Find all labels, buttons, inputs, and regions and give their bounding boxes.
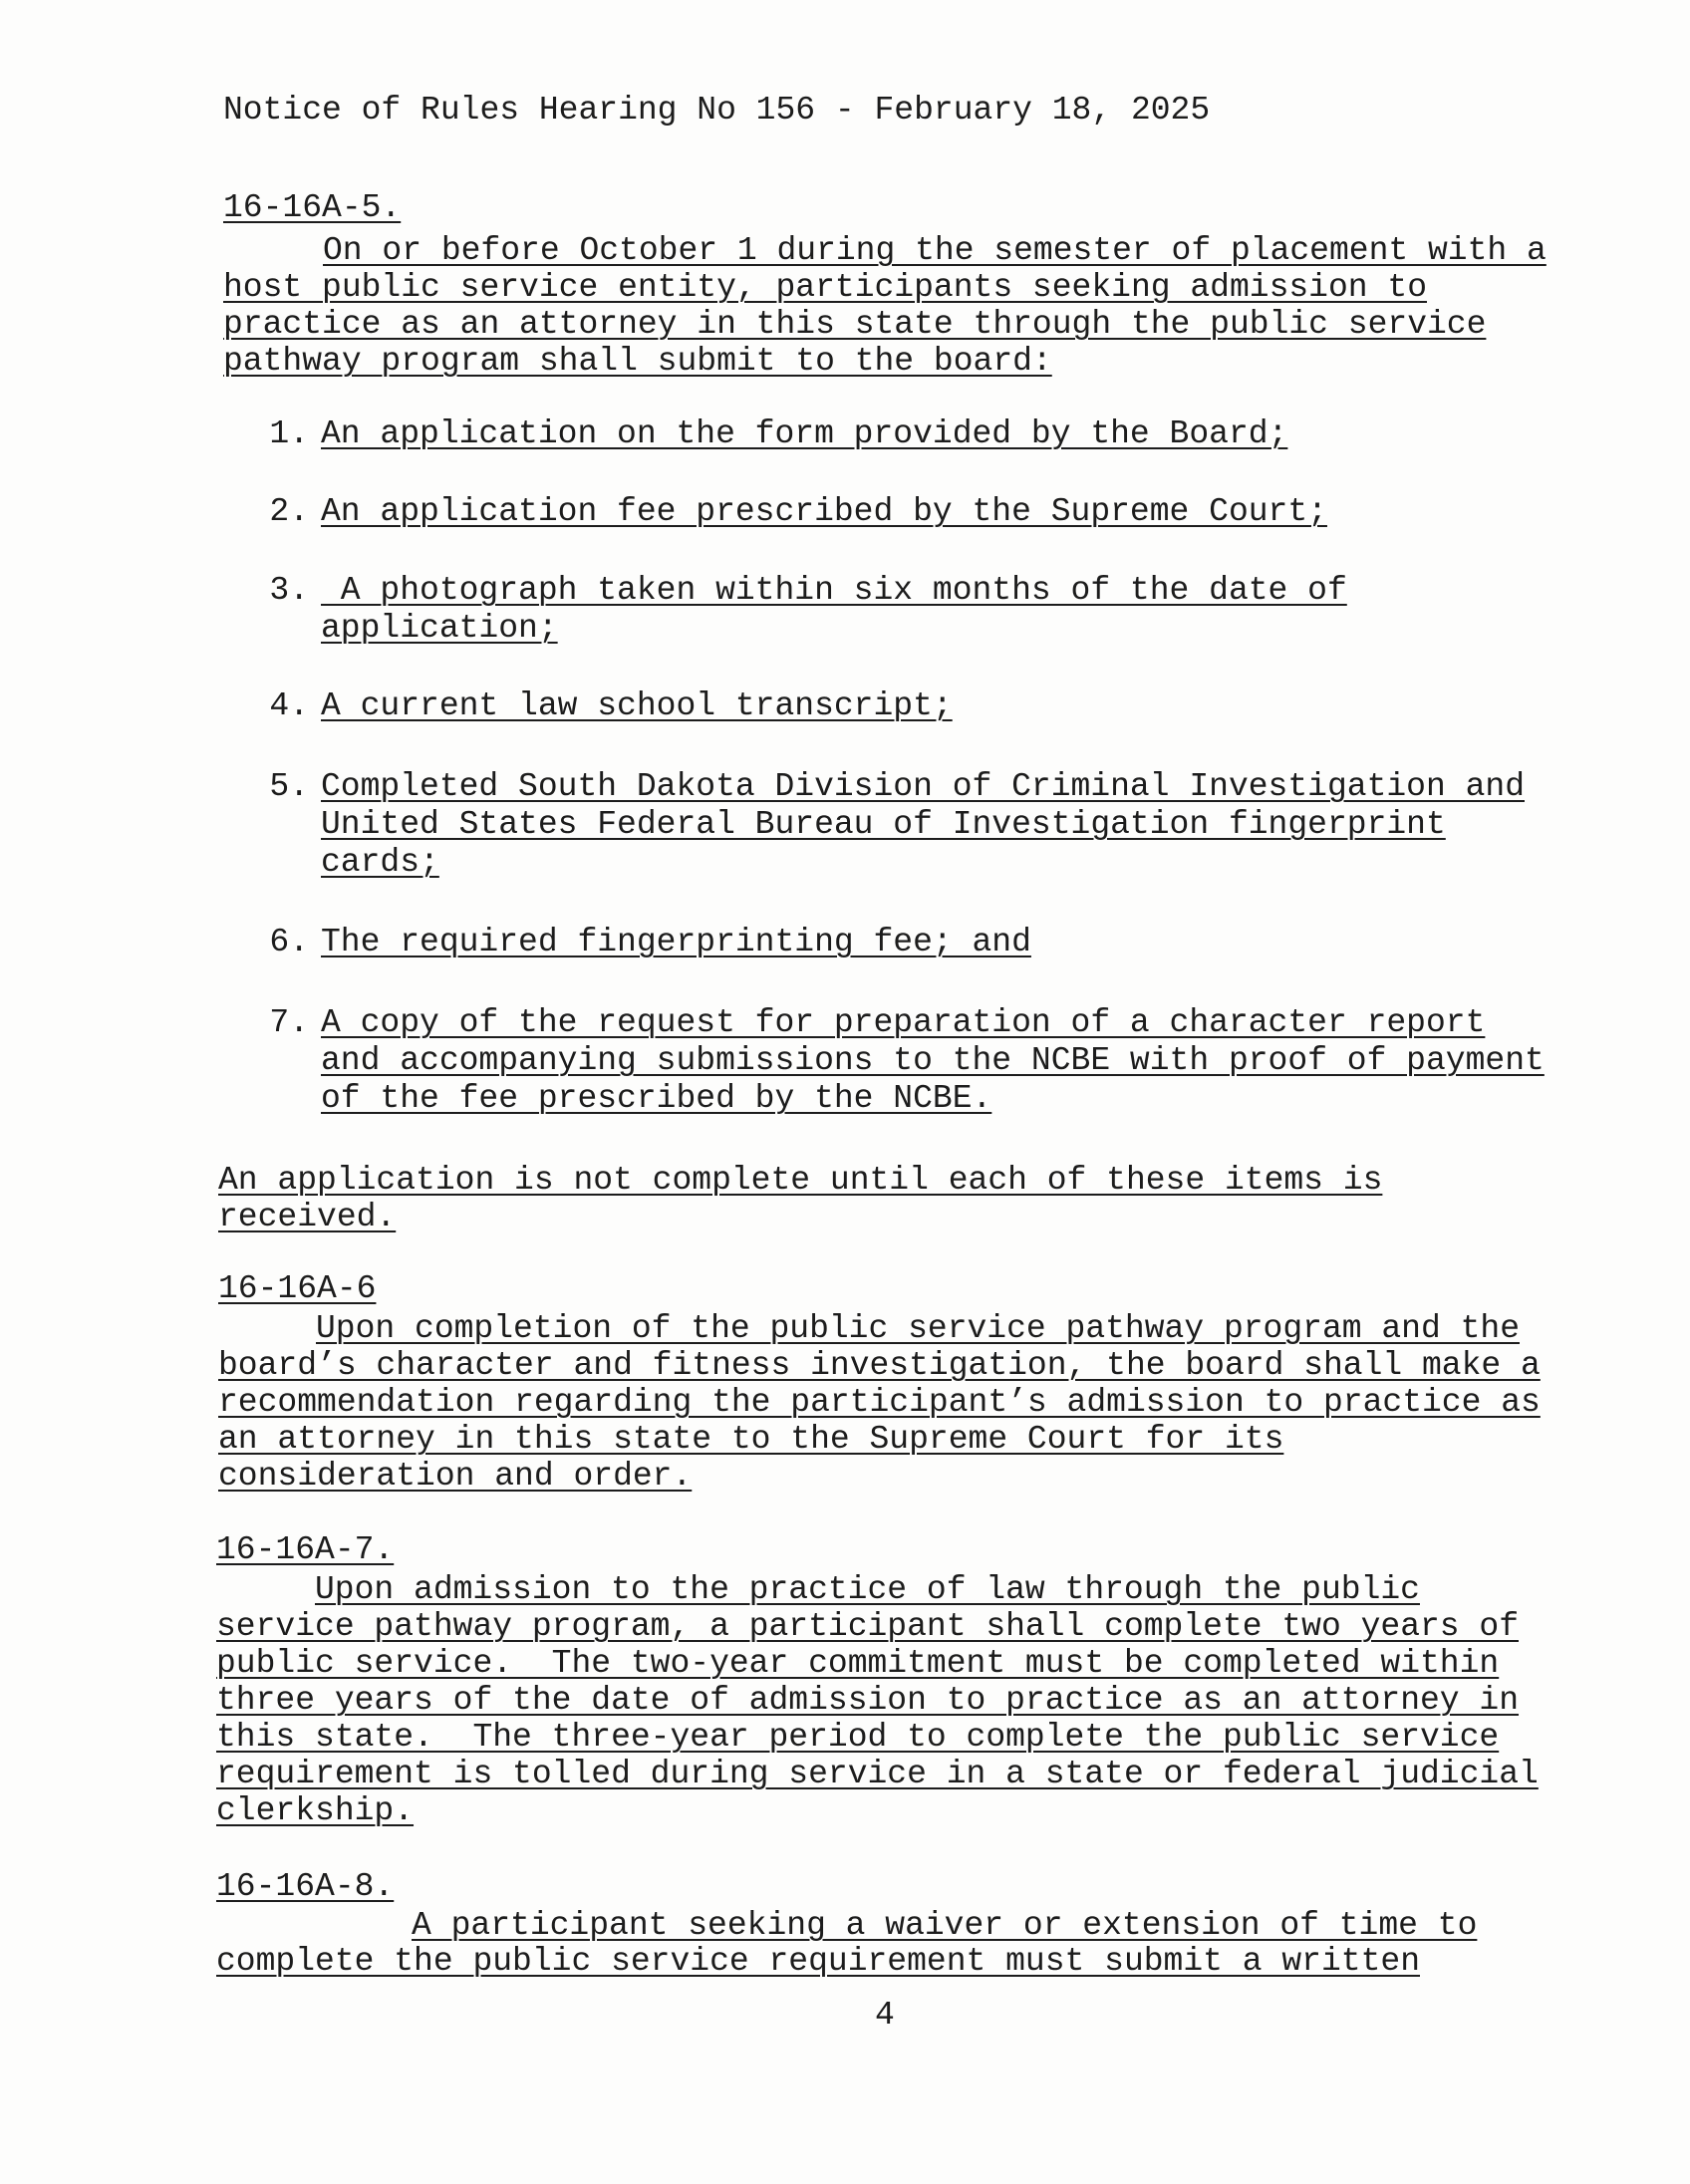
paragraph-line: clerkship. bbox=[216, 1792, 415, 1829]
list-item-text bbox=[321, 768, 1525, 882]
list-item-line: A copy of the request for preparation of a character report bbox=[321, 1004, 1486, 1041]
rule-label-16-16A-7: 16-16A-7. bbox=[216, 1531, 395, 1568]
rule-label-16-16A-5: 16-16A-5. bbox=[223, 189, 402, 226]
list-item-line: United States Federal Bureau of Investigation fingerprint bbox=[321, 806, 1446, 843]
list-number: 4. bbox=[269, 687, 309, 724]
list-item-text bbox=[321, 572, 1347, 648]
rule-16-16A-7-paragraph bbox=[216, 1571, 1539, 1829]
list-item-text bbox=[321, 924, 1031, 961]
paragraph-line: recommendation regarding the participant’s admission to practice as bbox=[218, 1384, 1541, 1421]
list-item-line: An application on the form provided by the Board; bbox=[321, 415, 1288, 452]
list-item-line: The required fingerprinting fee; and bbox=[321, 924, 1031, 960]
list-item-line: cards; bbox=[321, 844, 439, 881]
paragraph-line: Upon admission to the practice of law through the public bbox=[315, 1571, 1420, 1608]
paragraph-line: three years of the date of admission to practice as an attorney in bbox=[216, 1682, 1520, 1719]
paragraph-line: On or before October 1 during the semester of placement with a bbox=[323, 232, 1547, 269]
list-item-text bbox=[321, 1004, 1545, 1118]
page-header: Notice of Rules Hearing No 156 - February 18, 2025 bbox=[223, 92, 1211, 129]
paragraph-line: consideration and order. bbox=[218, 1458, 693, 1495]
list-item-line: of the fee prescribed by the NCBE. bbox=[321, 1080, 992, 1117]
rule-label-16-16A-6: 16-16A-6 bbox=[218, 1270, 377, 1307]
paragraph-line: service pathway program, a participant shall complete two years of bbox=[216, 1608, 1520, 1645]
list-number: 2. bbox=[269, 493, 309, 530]
list-item-line: and accompanying submissions to the NCBE with proof of payment bbox=[321, 1042, 1545, 1079]
paragraph-line: received. bbox=[218, 1199, 397, 1235]
list-number: 5. bbox=[269, 768, 309, 805]
paragraph-line: public service. The two-year commitment must be completed within bbox=[216, 1645, 1500, 1682]
list-number: 6. bbox=[269, 924, 309, 960]
list-item-line: Completed South Dakota Division of Criminal Investigation and bbox=[321, 768, 1525, 805]
list-number: 1. bbox=[269, 415, 309, 452]
paragraph-line: board’s character and fitness investigation, the board shall make a bbox=[218, 1347, 1541, 1384]
paragraph-line: host public service entity, participants seeking admission to bbox=[223, 269, 1427, 306]
rule-16-16A-5-paragraph bbox=[223, 232, 1547, 380]
list-item-text bbox=[321, 687, 953, 725]
list-item-text bbox=[321, 493, 1327, 531]
paragraph-line: requirement is tolled during service in a state or federal judicial bbox=[216, 1756, 1539, 1792]
list-number: 3. bbox=[269, 572, 309, 609]
list-item-text bbox=[321, 415, 1287, 453]
paragraph-line: complete the public service requirement must submit a written bbox=[216, 1943, 1420, 1980]
paragraph-line: this state. The three-year period to complete the public service bbox=[216, 1719, 1500, 1756]
list-item-line: application; bbox=[321, 610, 558, 647]
list-number: 7. bbox=[269, 1004, 309, 1041]
list-item-line: A current law school transcript; bbox=[321, 687, 953, 724]
list-item-line: A photograph taken within six months of the date of bbox=[321, 572, 1347, 609]
page-number: 4 bbox=[875, 1997, 895, 2034]
paragraph-line: A participant seeking a waiver or extension of time to bbox=[412, 1907, 1478, 1944]
paragraph-line: Upon completion of the public service pathway program and the bbox=[316, 1310, 1520, 1347]
paragraph-line: an attorney in this state to the Supreme Court for its bbox=[218, 1421, 1284, 1458]
paragraph-line: An application is not complete until each of these items is bbox=[218, 1162, 1383, 1199]
rule-16-16A-5-closing-paragraph bbox=[218, 1162, 1382, 1235]
list-item-line: An application fee prescribed by the Supreme Court; bbox=[321, 493, 1327, 530]
rule-16-16A-8-paragraph bbox=[216, 1908, 1477, 1980]
paragraph-line: pathway program shall submit to the board: bbox=[223, 343, 1052, 380]
paragraph-line: practice as an attorney in this state through the public service bbox=[223, 306, 1487, 343]
rule-16-16A-6-paragraph bbox=[218, 1310, 1541, 1495]
rule-label-16-16A-8: 16-16A-8. bbox=[216, 1868, 395, 1905]
